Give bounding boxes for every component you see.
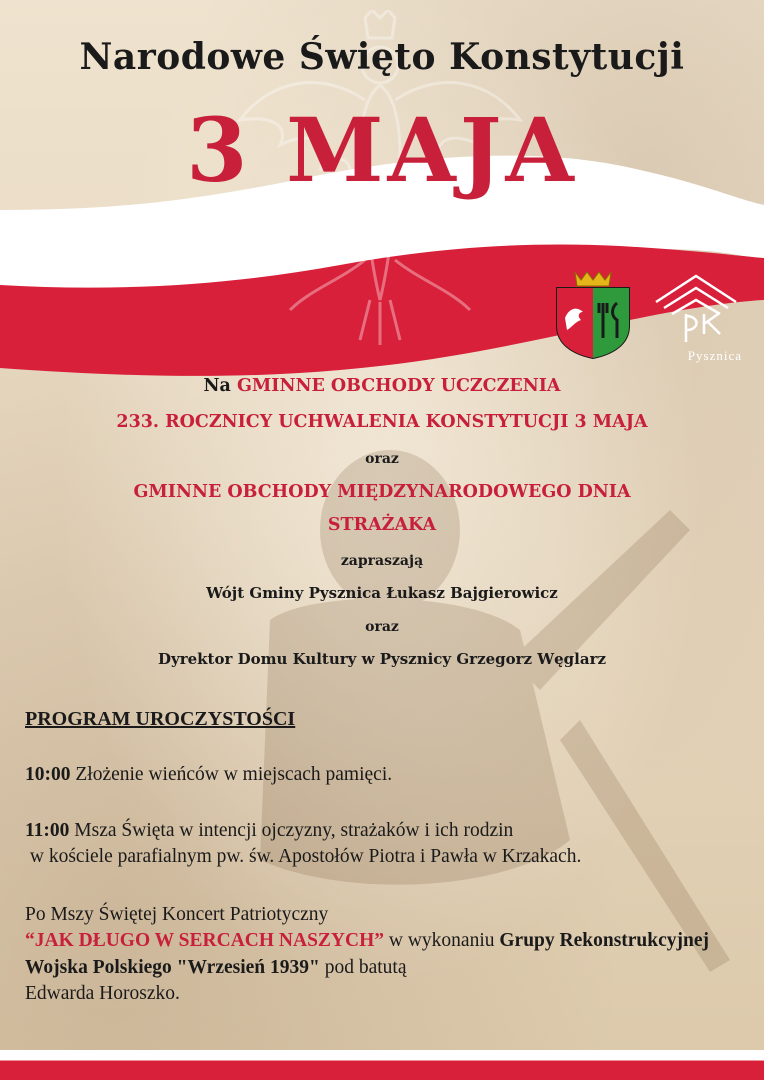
- concert-conductor: Edwarda Horoszko.: [25, 982, 180, 1004]
- program-item-2: [25, 818, 745, 871]
- page-title: Narodowe Święto Konstytucji: [79, 36, 685, 78]
- concert-title: “JAK DŁUGO W SERCACH NASZYCH”: [25, 930, 384, 952]
- concert-intro: Po Mszy Świętej Koncert Patriotyczny: [25, 904, 329, 925]
- house-logo-icon: [650, 272, 742, 346]
- concert-by: w wykonaniu: [384, 930, 500, 952]
- concert-conductor-pre: pod batutą: [319, 956, 407, 978]
- bottom-flag-stripe: [0, 1050, 764, 1080]
- invitation-zapraszaja: zapraszają: [340, 553, 424, 569]
- program-item-2-time: 11:00: [25, 820, 70, 841]
- program-item-1-time: 10:00: [25, 764, 71, 785]
- invitation-oraz-1: oraz: [365, 451, 399, 467]
- invitation-na: Na: [203, 376, 231, 396]
- program-item-1: [25, 762, 745, 788]
- concert-group: Grupy Rekonstrukcyjnej Wojska Polskiego "Wrzesień 1939": [25, 930, 710, 978]
- program-item-2-text: Msza Święta w intencji ojczyzny, strażaków i ich rodzin: [69, 820, 514, 841]
- invitation-oraz-2: oraz: [365, 619, 399, 635]
- invitation-line-3: GMINNE OBCHODY MIĘDZYNARODOWEGO DNIA: [133, 482, 631, 502]
- program-item-2-text-2: w kościele parafialnym pw. św. Apostołów Piotra i Pawła w Krzakach.: [29, 846, 582, 868]
- soldier-watermark: [150, 420, 750, 980]
- pysznica-logo: [650, 272, 742, 364]
- invitation-line-2: 233. ROCZNICY UCHWALENIA KONSTYTUCJI 3 MAJA: [116, 412, 648, 432]
- program-item-1-text: Złożenie wieńców w miejscach pamięci.: [70, 764, 393, 785]
- program-title: PROGRAM UROCZYSTOŚCI: [25, 708, 296, 730]
- coat-of-arms-icon: [553, 268, 633, 360]
- invitation-line-1: [0, 378, 764, 396]
- logo-text: Pysznica: [687, 348, 742, 363]
- invitation-event-1: GMINNE OBCHODY UCZCZENIA: [236, 376, 561, 396]
- invitation-line-4: STRAŻAKA: [327, 515, 437, 535]
- invitation-host-1: Wójt Gminy Pysznica Łukasz Bajgierowicz: [206, 584, 558, 602]
- invitation-host-2: Dyrektor Domu Kultury w Pysznicy Grzegorz Węglarz: [157, 650, 606, 668]
- date-heading: 3 MAJA: [186, 98, 578, 202]
- program-concert: [25, 902, 745, 1007]
